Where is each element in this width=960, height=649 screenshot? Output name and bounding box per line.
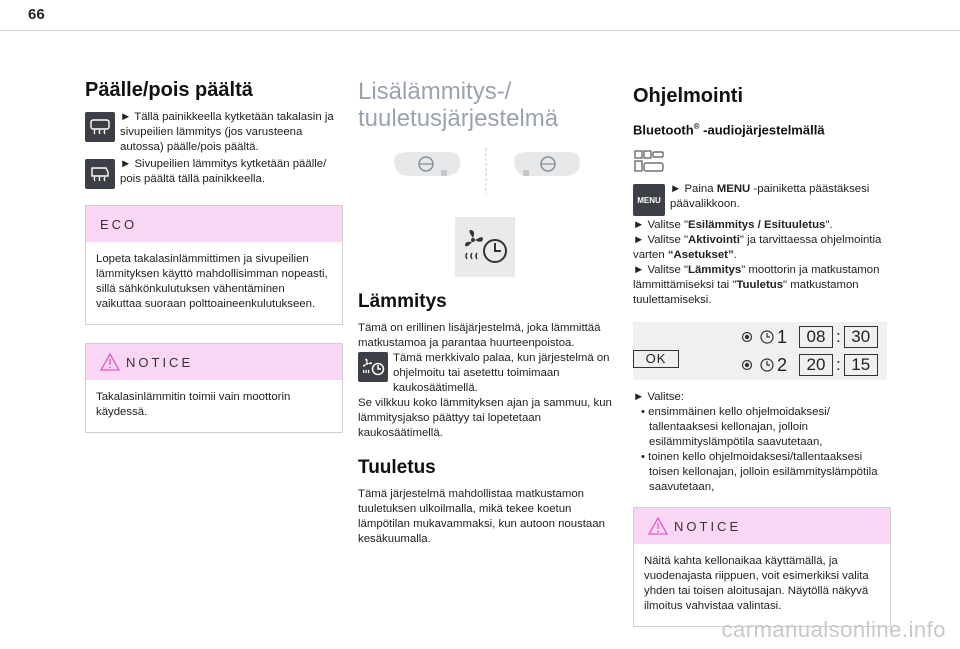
bluetooth-subtitle xyxy=(633,122,891,137)
bullet-2: • toinen kello ohjelmoidaksesi/tallentaaksesi toisen kellonajan, jolloin esilämmityslämpötila saavutetaan, xyxy=(641,451,878,494)
step-menu xyxy=(633,182,891,212)
title-line-1: Lisälämmitys-/ xyxy=(358,78,512,105)
eco-text: Lopeta takalasinlämmittimen ja sivupeilien lämmityksen käyttö mahdollisimman nopeasti, sillä sähkönkulutuksen vähentäminen vaikuttaa suoraan polttoaineenkulutukseen. xyxy=(96,253,328,310)
eco-box xyxy=(85,205,343,325)
notice-box xyxy=(85,343,343,433)
clock-icon xyxy=(759,357,775,373)
column-on-off xyxy=(85,78,343,433)
timer-1-hours[interactable]: 08 xyxy=(799,326,833,348)
warning-icon xyxy=(100,353,120,371)
notice-label: NOTICE xyxy=(126,354,194,370)
timer-1-minutes[interactable]: 30 xyxy=(844,326,878,348)
heating-text-2: Tämä merkkivalo palaa, kun järjestelmä on ohjelmoitu tai asetettu toimimaan kaukosäätimellä. xyxy=(393,352,610,394)
notice-text: Takalasinlämmitin toimii vain moottorin käydessä. xyxy=(96,391,291,418)
heating-text-3: Se vilkkuu koko lämmityksen ajan ja sammuu, kun lämmitysjakso päättyy tai lopetetaan kaukosäätimellä. xyxy=(358,397,612,439)
header-divider xyxy=(0,30,960,31)
subtitle-rest: -audiojärjestelmällä xyxy=(699,122,825,138)
mirror-indicator-illustration xyxy=(358,146,616,198)
heating-indicator-paragraph xyxy=(358,351,616,396)
heating-title: Lämmitys xyxy=(358,291,447,312)
heating-text-1: Tämä on erillinen lisäjärjestelmä, joka lämmittää matkustamoa ja parantaa huurteenpoistoa. xyxy=(358,322,601,349)
section-title-on-off: Päälle/pois päältä xyxy=(85,79,253,101)
rear-window-defrost-icon xyxy=(85,112,115,142)
section-title-programming: Ohjelmointi xyxy=(633,85,743,107)
notice-label-programming: NOTICE xyxy=(674,518,742,534)
audio-system-icon xyxy=(633,149,667,175)
radio-selected-icon xyxy=(741,331,753,343)
step-4-text: ► Valitse "Lämmitys" moottorin ja matkustamon lämmittämiseksi tai "Tuuletus" matkustamon tuulettamiseksi. xyxy=(633,264,880,307)
warning-icon xyxy=(648,517,668,535)
mirror-heating-icon xyxy=(85,159,115,189)
watermark: carmanualsonline.info xyxy=(721,617,946,642)
ok-button[interactable]: OK xyxy=(633,350,679,368)
menu-icon-label: MENU xyxy=(637,195,661,205)
subtitle-reg: ® xyxy=(693,122,700,131)
column-programming xyxy=(633,78,891,627)
notice-text-programming: Näitä kahta kellonaikaa käyttämällä, ja vuodenajasta riippuen, voit esimerkiksi valita yhden tai toisen aloitusajan. Näytöllä näkyvä ilmoitus vahvistaa valintasi. xyxy=(644,555,869,613)
ventilation-text: Tämä järjestelmä mahdollistaa matkustamon tuuletuksen ulkoilmalla, mikä tekee koetun lämpötilan mukavammaksi, kun autoon noustaan kesäkuumalla. xyxy=(358,488,605,545)
mirror-heat-paragraph xyxy=(85,157,343,187)
notice-box-programming xyxy=(633,507,891,627)
select-intro: ► Valitse: xyxy=(633,391,684,404)
timer-1-row[interactable]: 1 08 : 30 xyxy=(741,326,878,348)
notice-header xyxy=(86,344,342,380)
eco-label: ECO xyxy=(86,206,342,242)
step-1-text: ► Paina MENU -painiketta päästäksesi päävalikkoon. xyxy=(670,183,870,211)
column-auxiliary-heating xyxy=(358,78,616,547)
timer-2-minutes[interactable]: 15 xyxy=(844,354,878,376)
section-title-aux-heating xyxy=(358,78,616,132)
timer-2-row[interactable]: 2 20 : 15 xyxy=(741,354,878,376)
bullet-1: • ensimmäinen kello ohjelmoidaksesi/ tallentaaksesi kellonajan, jolloin esilämmityslämpötila saavutetaan, xyxy=(641,406,830,449)
heater-timer-small-icon xyxy=(358,352,388,382)
heater-timer-icon xyxy=(461,227,509,267)
timer-2-label: 2 xyxy=(777,354,788,375)
clock-icon xyxy=(759,329,775,345)
timer-display xyxy=(633,322,887,380)
page-number: 66 xyxy=(28,6,45,23)
step-3-text: ► Valitse "Aktivointi" ja tarvittaessa ohjelmointia varten “Asetukset”. xyxy=(633,234,882,262)
heater-indicator-panel xyxy=(455,217,515,277)
notice-header-programming xyxy=(634,508,890,544)
radio-selected-icon xyxy=(741,359,753,371)
timer-1-label: 1 xyxy=(777,326,788,347)
mirror-heat-text: ► Sivupeilien lämmitys kytketään päälle/ pois päältä tällä painikkeella. xyxy=(120,158,327,185)
step-2-text: ► Valitse "Esilämmitys / Esituuletus". xyxy=(633,219,833,232)
menu-button-icon xyxy=(633,184,665,216)
timer-2-hours[interactable]: 20 xyxy=(799,354,833,376)
ventilation-title: Tuuletus xyxy=(358,457,436,478)
rear-defrost-paragraph xyxy=(85,110,343,155)
title-line-2: tuuletusjärjestelmä xyxy=(358,105,559,132)
rear-defrost-text: ► Tällä painikkeella kytketään takalasin ja sivupeilien lämmitys (jos varusteena autossa) päälle/pois päältä. xyxy=(120,111,334,153)
subtitle-bluetooth: Bluetooth xyxy=(633,122,694,138)
